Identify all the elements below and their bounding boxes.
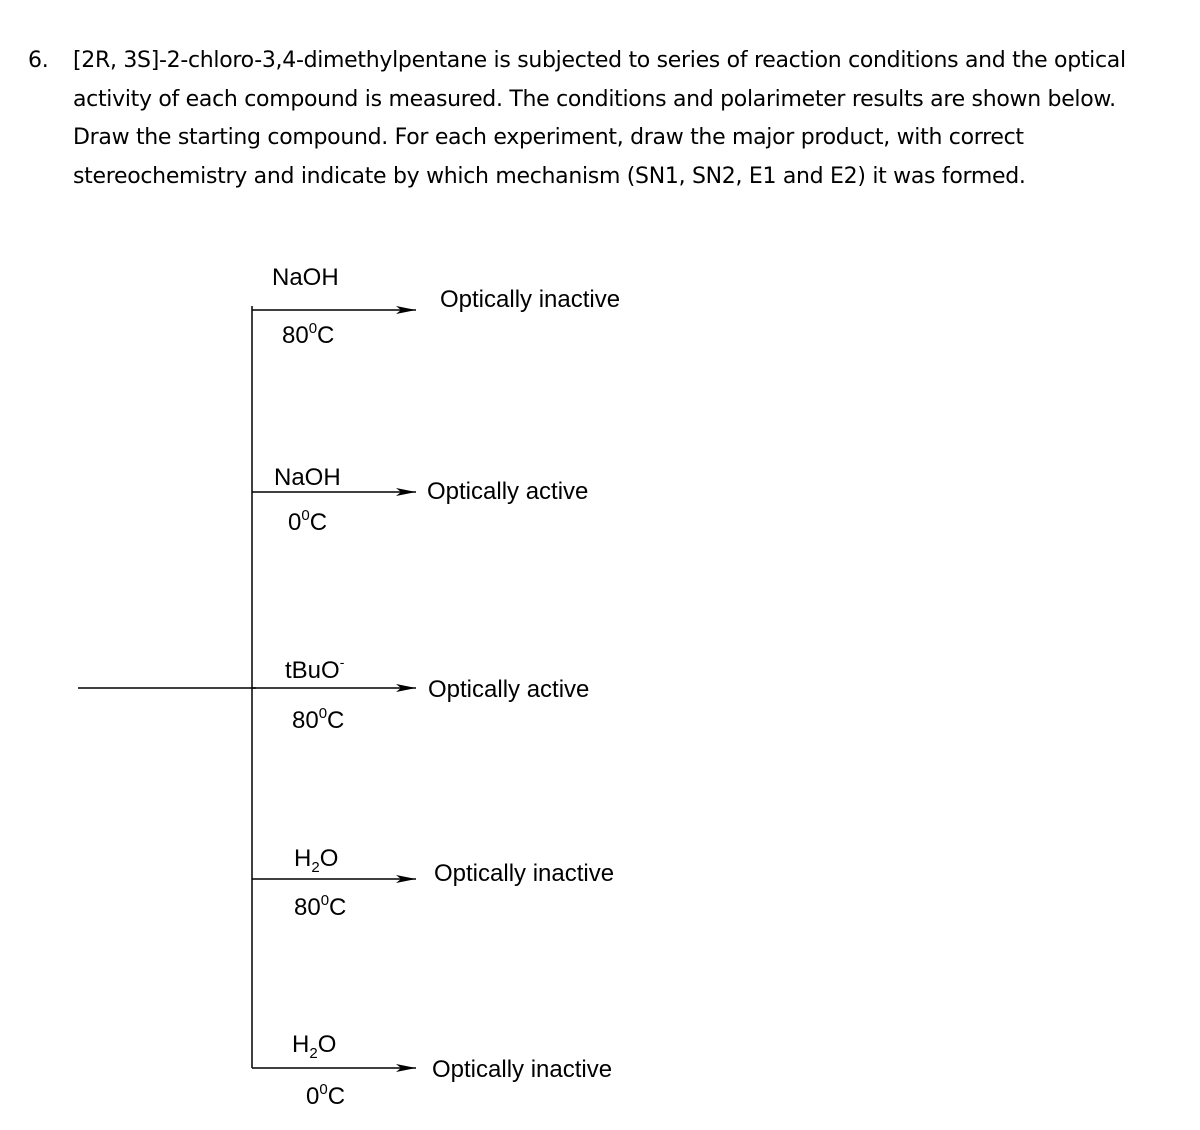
reagent-label: $H_2O$ <box>292 1031 337 1062</box>
question-text: [2R, 3S]-2-chloro-3,4-dimethylpentane is subjected to series of reaction conditions and the optical activity of each compound is measured. The conditions and polarimeter results are shown below. Draw the starting compound. For each experiment, draw the major product, with correct stereochemistry and indicate by which mechanism (SN1, SN2, E1 and E2) it was formed. <box>73 48 1126 189</box>
experiment-4 <box>252 845 614 921</box>
reagent-label: tBuO- <box>285 654 345 684</box>
experiment-2 <box>252 464 588 536</box>
reagent-label: NaOH <box>274 464 341 491</box>
result-label: Optically inactive <box>432 1056 613 1083</box>
temperature-label: $80^0C$ <box>292 705 345 734</box>
experiment-3 <box>252 654 589 734</box>
reagent-label: NaOH <box>272 264 339 291</box>
result-label: Optically active <box>428 676 590 703</box>
temperature-label: $80^0C$ <box>282 320 335 349</box>
question-number: 6. <box>28 48 49 73</box>
experiment-5 <box>252 1031 612 1110</box>
temperature-label: $0^0C$ <box>288 507 328 536</box>
result-label: Optically inactive <box>434 860 615 887</box>
temperature-label: $80^0C$ <box>294 892 347 921</box>
reagent-label: $H_2O$ <box>294 845 339 876</box>
result-label: Optically inactive <box>440 286 621 313</box>
result-label: Optically active <box>427 478 589 505</box>
temperature-label: $0^0C$ <box>306 1081 346 1110</box>
experiment-1 <box>252 264 620 349</box>
